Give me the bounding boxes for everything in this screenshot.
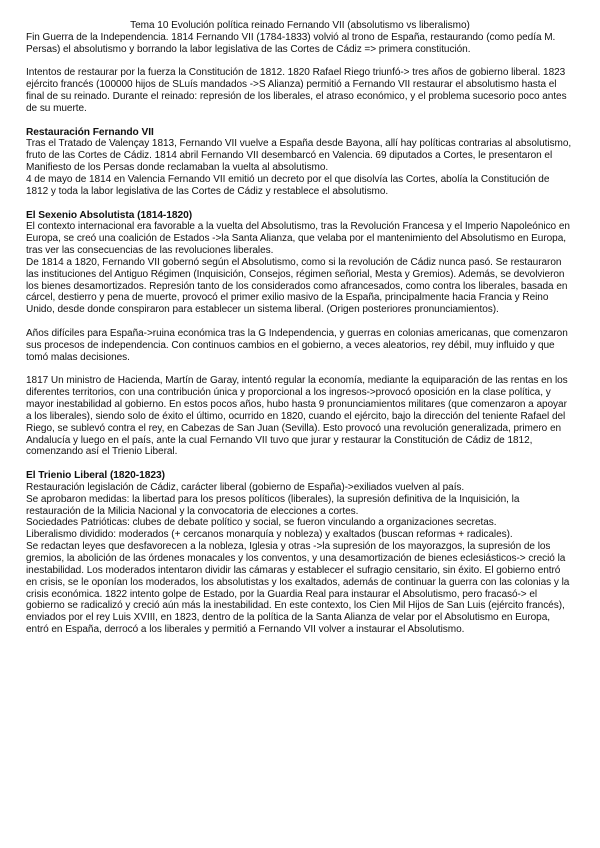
section-paragraph: Tras el Tratado de Valençay 1813, Fernando VII vuelve a España desde Bayona, allí hay políticas contrarias al absolutismo, fruto de las Cortes de Cádiz. 1814 abril Fernando VII desembarcó en Valencia. 69 diputados a Cortes, le presentaron el Manifiesto de los Persas donde reclamaban la vuelta al absolutismo. (26, 138, 572, 174)
section-paragraph: Años difíciles para España->ruina económica tras la G Independencia, y guerras en colonias americanas, que comenzaron sus procesos de independencia. Con continuos cambios en el gobierno, a veces aleatorios, rey débil, muy influido y que tomó malas decisiones. (26, 327, 568, 363)
spacer (26, 56, 574, 68)
section-paragraph: El contexto internacional era favorable a la vuelta del Absolutismo, tras la Revolución Francesa y el Imperio Napoleónico en Europa, se creó una coalición de Estados ->la Santa Alianza, que velaba por el mantenimiento del Absolutismo en Europa, tras ver las consecuencias de las revoluciones liberales. (26, 221, 570, 257)
section-paragraph: 1817 Un ministro de Hacienda, Martín de Garay, intentó regular la economía, mediante la equiparación de las rentas en los diferentes territorios, con una contribución única y proporcional a los ingresos->provocó oposición en la clase política, y mayor inestabilidad al gobierno. En estos pocos años, hubo hasta 9 pronunciamientos militares (que comenzaron a apoyar a los liberales), siendo solo de éxito el último, ocurrido en 1820, cuando el ejército, bajo la dirección del teniente Rafael del Riego, se sublevó contra el rey, en Cabezas de San Juan (Sevilla). Esto provocó una revolución generalizada, primero en Andalucía y luego en el país, ante la cual Fernando VII tuvo que jurar y restaurar la Constitución de Cádiz de 1812, comenzando así el Trienio Liberal. (26, 375, 568, 458)
section-paragraph: Sociedades Patrióticas: clubes de debate político y social, se fueron vinculando a organizaciones secretas. (26, 517, 497, 529)
spacer (26, 458, 574, 470)
document-title: Tema 10 Evolución política reinado Fernando VII (absolutismo vs liberalismo) (130, 20, 470, 31)
spacer (26, 316, 574, 328)
section-paragraph: Restauración legislación de Cádiz, carácter liberal (gobierno de España)->exiliados vuelven al país. (26, 481, 465, 493)
spacer (26, 115, 574, 127)
section-paragraph: De 1814 a 1820, Fernando VII gobernó según el Absolutismo, como si la revolución de Cádiz nunca pasó. Se restauraron las instituciones del Antiguo Régimen (Inquisición, Consejos, régimen señorial, Mesta y Gremios). Además, se devolvieron los bienes desamortizados. Represión tanto de los considerados como afrancesados, como contra los liberales, basada en cárcel, destierro y pena de muerte, provocó el primer exilio masivo de la España, principalmente hacia Francia y Reino Unido, desde donde conspiraron para establecer un sistema liberal. (Origen posteriores pronunciamientos). (26, 256, 568, 316)
section-heading-sexenio: El Sexenio Absolutista (1814-1820) (26, 209, 193, 221)
section-paragraph: Se redactan leyes que desfavorecen a la nobleza, Iglesia y otras ->la supresión de los mayorazgos, la supresión de los gremios, la abolición de las órdenes monacales y los conventos, y una desamortización de bienes eclesiásticos-> creció la inestabilidad. Los moderados intentaron dividir las cámaras y establecer el sufragio censitario, sin éxito. El gobierno entró en crisis, se le oponían los moderados, los absolutistas y los exaltados, además de continuar la guerra con las colonias y la crisis económica. 1822 intento golpe de Estado, por la Guardia Real para instaurar el Absolutismo, pero fracasó-> el gobierno se radicalizó y creció aún más la inestabilidad. En este contexto, los Cien Mil Hijos de San Luis (ejército francés), enviados por el rey Luis XVIII, en 1823, dentro de la política de la Santa Alianza de velar por el Absolutismo en Europa, entró en España, derrocó a los liberales y permitió a Fernando VII volver a instaurar el Absolutismo. (26, 541, 570, 636)
spacer (26, 363, 574, 375)
intro-paragraph-1: Fin Guerra de la Independencia. 1814 Fernando VII (1784-1833) volvió al trono de España, restaurando (como pedía M. Persas) el absolutismo y borrando la labor legislativa de las Cortes de Cádiz => primera constitución. (26, 31, 556, 55)
section-paragraph: Se aprobaron medidas: la libertad para los presos políticos (liberales), la supresión definitiva de la Inquisición, la restauración de la Milicia Nacional y la convocatoria de elecciones a cortes. (26, 493, 520, 517)
spacer (26, 198, 574, 210)
section-heading-trienio: El Trienio Liberal (1820-1823) (26, 470, 165, 482)
section-paragraph: 4 de mayo de 1814 en Valencia Fernando VII emitió un decreto por el que disolvía las Cortes, abolía la Constitución de 1812 y toda la labor legislativa de las Cortes de Cádiz y restablece el absolutismo. (26, 173, 550, 197)
intro-paragraph-2: Intentos de restaurar por la fuerza la Constitución de 1812. 1820 Rafael Riego triunfó-> tres años de gobierno liberal. 1823 ejército francés (100000 hijos de SLuís mandados ->S Alianza) permitió a Fernando VII restaurar el absolutismo hasta el final de su reinado. Durante el reinado: represión de los liberales, el atraso económico, y el problema sucesorio poco antes de su muerte. (26, 67, 567, 114)
section-heading-restauracion: Restauración Fernando VII (26, 126, 154, 138)
section-paragraph: Liberalismo dividido: moderados (+ cercanos monarquía y nobleza) y exaltados (buscan reformas + radicales). (26, 529, 513, 541)
